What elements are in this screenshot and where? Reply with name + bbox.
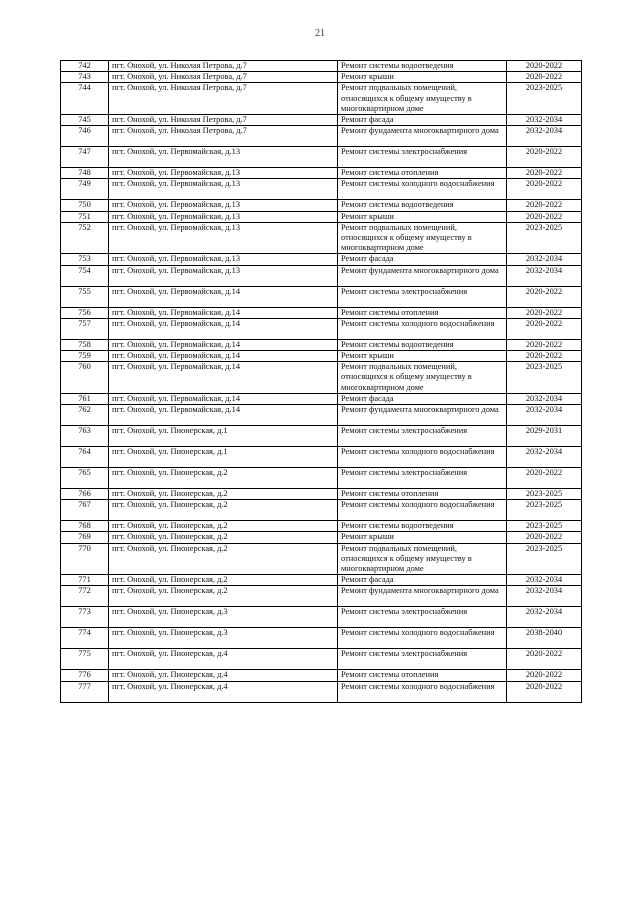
table-row [61,649,582,670]
work-type-cell: Ремонт системы холодного водоснабжения [338,500,507,521]
period-cell: 2020-2022 [507,339,582,350]
address-cell: пгт. Онохой, ул. Первомайская, д.13 [109,222,338,254]
table-row [61,521,582,532]
address-cell: пгт. Онохой, ул. Николая Петрова, д.7 [109,72,338,83]
table-row [61,286,582,307]
row-number: 758 [61,339,109,350]
row-number: 774 [61,628,109,649]
table-row [61,61,582,72]
table-row [61,681,582,702]
period-cell: 2023-2025 [507,222,582,254]
period-cell: 2032-2034 [507,447,582,468]
work-type-cell: Ремонт подвальных помещений, относящихся к общему имуществу в многоквартирном доме [338,222,507,254]
work-type-cell: Ремонт фундамента многоквартирного дома [338,405,507,426]
address-cell: пгт. Онохой, ул. Пионерская, д.2 [109,575,338,586]
address-cell: пгт. Онохой, ул. Пионерская, д.3 [109,628,338,649]
period-cell: 2020-2022 [507,649,582,670]
work-type-cell: Ремонт системы электроснабжения [338,147,507,168]
row-number: 745 [61,115,109,126]
address-cell: пгт. Онохой, ул. Пионерская, д.4 [109,670,338,681]
table-row [61,265,582,286]
work-type-cell: Ремонт системы водоотведения [338,61,507,72]
period-cell: 2023-2025 [507,543,582,575]
row-number: 742 [61,61,109,72]
address-cell: пгт. Онохой, ул. Пионерская, д.2 [109,532,338,543]
address-cell: пгт. Онохой, ул. Первомайская, д.13 [109,265,338,286]
work-type-cell: Ремонт фасада [338,393,507,404]
period-cell: 2032-2034 [507,586,582,607]
address-cell: пгт. Онохой, ул. Первомайская, д.14 [109,351,338,362]
period-cell: 2023-2025 [507,521,582,532]
table-row [61,211,582,222]
period-cell: 2020-2022 [507,179,582,200]
period-cell: 2023-2025 [507,489,582,500]
page-number: 21 [315,28,325,39]
address-cell: пгт. Онохой, ул. Пионерская, д.1 [109,426,338,447]
row-number: 755 [61,286,109,307]
table-row [61,339,582,350]
period-cell: 2020-2022 [507,211,582,222]
work-type-cell: Ремонт крыши [338,72,507,83]
period-cell: 2020-2022 [507,318,582,339]
address-cell: пгт. Онохой, ул. Первомайская, д.13 [109,211,338,222]
address-cell: пгт. Онохой, ул. Пионерская, д.2 [109,468,338,489]
period-cell: 2032-2034 [507,115,582,126]
work-type-cell: Ремонт системы электроснабжения [338,286,507,307]
row-number: 763 [61,426,109,447]
row-number: 767 [61,500,109,521]
address-cell: пгт. Онохой, ул. Николая Петрова, д.7 [109,115,338,126]
table-row [61,670,582,681]
address-cell: пгт. Онохой, ул. Первомайская, д.14 [109,318,338,339]
work-type-cell: Ремонт системы электроснабжения [338,607,507,628]
row-number: 750 [61,200,109,211]
row-number: 773 [61,607,109,628]
row-number: 765 [61,468,109,489]
period-cell: 2032-2034 [507,607,582,628]
address-cell: пгт. Онохой, ул. Первомайская, д.14 [109,307,338,318]
row-number: 746 [61,126,109,147]
row-number: 748 [61,168,109,179]
period-cell: 2020-2022 [507,351,582,362]
period-cell: 2029-2031 [507,426,582,447]
row-number: 744 [61,83,109,115]
address-cell: пгт. Онохой, ул. Первомайская, д.13 [109,254,338,265]
address-cell: пгт. Онохой, ул. Николая Петрова, д.7 [109,83,338,115]
table-row [61,318,582,339]
period-cell: 2032-2034 [507,393,582,404]
work-type-cell: Ремонт системы отопления [338,489,507,500]
work-type-cell: Ремонт системы водоотведения [338,339,507,350]
address-cell: пгт. Онохой, ул. Первомайская, д.14 [109,393,338,404]
work-type-cell: Ремонт фасада [338,115,507,126]
work-type-cell: Ремонт системы холодного водоснабжения [338,628,507,649]
row-number: 770 [61,543,109,575]
address-cell: пгт. Онохой, ул. Пионерская, д.2 [109,521,338,532]
table-row [61,147,582,168]
address-cell: пгт. Онохой, ул. Николая Петрова, д.7 [109,61,338,72]
table-row [61,405,582,426]
row-number: 759 [61,351,109,362]
address-cell: пгт. Онохой, ул. Первомайская, д.14 [109,405,338,426]
work-type-cell: Ремонт системы водоотведения [338,200,507,211]
address-cell: пгт. Онохой, ул. Первомайская, д.14 [109,339,338,350]
period-cell: 2023-2025 [507,500,582,521]
address-cell: пгт. Онохой, ул. Николая Петрова, д.7 [109,126,338,147]
table-row [61,254,582,265]
period-cell: 2023-2025 [507,83,582,115]
address-cell: пгт. Онохой, ул. Пионерская, д.4 [109,681,338,702]
period-cell: 2020-2022 [507,61,582,72]
work-type-cell: Ремонт системы холодного водоснабжения [338,447,507,468]
period-cell: 2020-2022 [507,532,582,543]
table-row [61,168,582,179]
work-type-cell: Ремонт системы холодного водоснабжения [338,318,507,339]
address-cell: пгт. Онохой, ул. Первомайская, д.14 [109,362,338,394]
work-type-cell: Ремонт фундамента многоквартирного дома [338,586,507,607]
address-cell: пгт. Онохой, ул. Пионерская, д.2 [109,543,338,575]
row-number: 752 [61,222,109,254]
row-number: 754 [61,265,109,286]
table-row [61,72,582,83]
period-cell: 2020-2022 [507,468,582,489]
address-cell: пгт. Онохой, ул. Пионерская, д.2 [109,500,338,521]
row-number: 764 [61,447,109,468]
row-number: 757 [61,318,109,339]
work-type-cell: Ремонт системы электроснабжения [338,649,507,670]
work-type-cell: Ремонт системы отопления [338,670,507,681]
row-number: 766 [61,489,109,500]
row-number: 775 [61,649,109,670]
table-row [61,575,582,586]
row-number: 749 [61,179,109,200]
address-cell: пгт. Онохой, ул. Пионерская, д.1 [109,447,338,468]
table-row [61,115,582,126]
table-row [61,351,582,362]
repair-schedule-table [60,60,582,703]
work-type-cell: Ремонт системы холодного водоснабжения [338,681,507,702]
row-number: 756 [61,307,109,318]
period-cell: 2020-2022 [507,200,582,211]
period-cell: 2032-2034 [507,405,582,426]
work-type-cell: Ремонт системы отопления [338,168,507,179]
work-type-cell: Ремонт системы холодного водоснабжения [338,179,507,200]
row-number: 747 [61,147,109,168]
table-row [61,200,582,211]
table-row [61,607,582,628]
address-cell: пгт. Онохой, ул. Пионерская, д.2 [109,586,338,607]
address-cell: пгт. Онохой, ул. Первомайская, д.13 [109,147,338,168]
period-cell: 2038-2040 [507,628,582,649]
row-number: 771 [61,575,109,586]
work-type-cell: Ремонт фундамента многоквартирного дома [338,265,507,286]
table-row [61,179,582,200]
work-type-cell: Ремонт системы водоотведения [338,521,507,532]
table-row [61,83,582,115]
table-row [61,468,582,489]
work-type-cell: Ремонт системы электроснабжения [338,426,507,447]
table-row [61,489,582,500]
row-number: 762 [61,405,109,426]
work-type-cell: Ремонт крыши [338,532,507,543]
address-cell: пгт. Онохой, ул. Пионерская, д.4 [109,649,338,670]
work-type-cell: Ремонт подвальных помещений, относящихся к общему имуществу в многоквартирном доме [338,362,507,394]
work-type-cell: Ремонт подвальных помещений, относящихся к общему имуществу в многоквартирном доме [338,543,507,575]
table-row [61,586,582,607]
row-number: 743 [61,72,109,83]
address-cell: пгт. Онохой, ул. Пионерская, д.3 [109,607,338,628]
table-row [61,222,582,254]
period-cell: 2020-2022 [507,670,582,681]
address-cell: пгт. Онохой, ул. Первомайская, д.13 [109,200,338,211]
row-number: 751 [61,211,109,222]
period-cell: 2020-2022 [507,72,582,83]
period-cell: 2020-2022 [507,307,582,318]
row-number: 753 [61,254,109,265]
period-cell: 2020-2022 [507,147,582,168]
period-cell: 2020-2022 [507,168,582,179]
row-number: 772 [61,586,109,607]
address-cell: пгт. Онохой, ул. Первомайская, д.13 [109,168,338,179]
table-row [61,628,582,649]
table-row [61,532,582,543]
row-number: 761 [61,393,109,404]
period-cell: 2032-2034 [507,126,582,147]
row-number: 777 [61,681,109,702]
work-type-cell: Ремонт подвальных помещений, относящихся к общему имуществу в многоквартирном доме [338,83,507,115]
table-row [61,307,582,318]
period-cell: 2032-2034 [507,575,582,586]
work-type-cell: Ремонт фасада [338,254,507,265]
table-body [61,61,582,703]
table-row [61,126,582,147]
table-row [61,362,582,394]
work-type-cell: Ремонт крыши [338,211,507,222]
period-cell: 2020-2022 [507,681,582,702]
row-number: 769 [61,532,109,543]
period-cell: 2032-2034 [507,254,582,265]
row-number: 768 [61,521,109,532]
work-type-cell: Ремонт системы электроснабжения [338,468,507,489]
address-cell: пгт. Онохой, ул. Первомайская, д.13 [109,179,338,200]
row-number: 760 [61,362,109,394]
work-type-cell: Ремонт фундамента многоквартирного дома [338,126,507,147]
work-type-cell: Ремонт крыши [338,351,507,362]
table-row [61,426,582,447]
table-row [61,393,582,404]
table-row [61,543,582,575]
table-row [61,447,582,468]
period-cell: 2020-2022 [507,286,582,307]
period-cell: 2032-2034 [507,265,582,286]
work-type-cell: Ремонт фасада [338,575,507,586]
row-number: 776 [61,670,109,681]
address-cell: пгт. Онохой, ул. Пионерская, д.2 [109,489,338,500]
period-cell: 2023-2025 [507,362,582,394]
work-type-cell: Ремонт системы отопления [338,307,507,318]
table-row [61,500,582,521]
address-cell: пгт. Онохой, ул. Первомайская, д.14 [109,286,338,307]
